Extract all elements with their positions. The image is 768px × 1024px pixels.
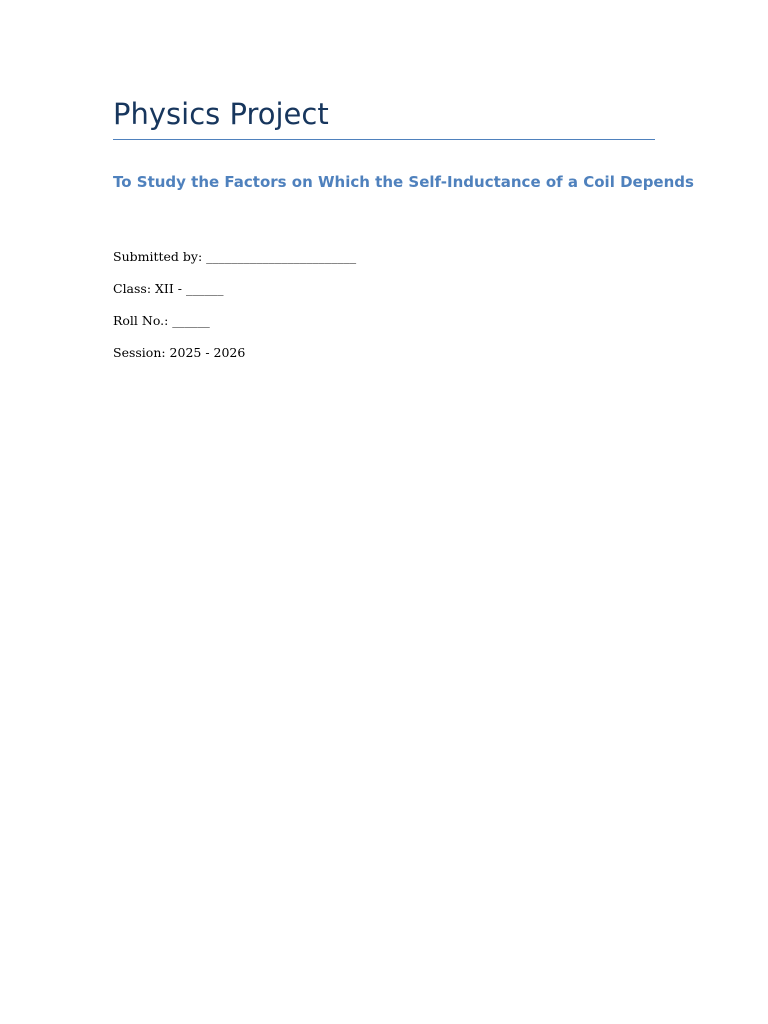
roll-number-line: Roll No.: ______ [113,313,210,328]
document-subtitle: To Study the Factors on Which the Self-Inductance of a Coil Depends [113,173,694,191]
title-underline-rule [113,139,655,140]
class-line: Class: XII - ______ [113,281,224,296]
document-title: Physics Project [113,97,329,131]
session-line: Session: 2025 - 2026 [113,345,246,360]
submitted-by-line: Submitted by: ________________________ [113,249,357,264]
